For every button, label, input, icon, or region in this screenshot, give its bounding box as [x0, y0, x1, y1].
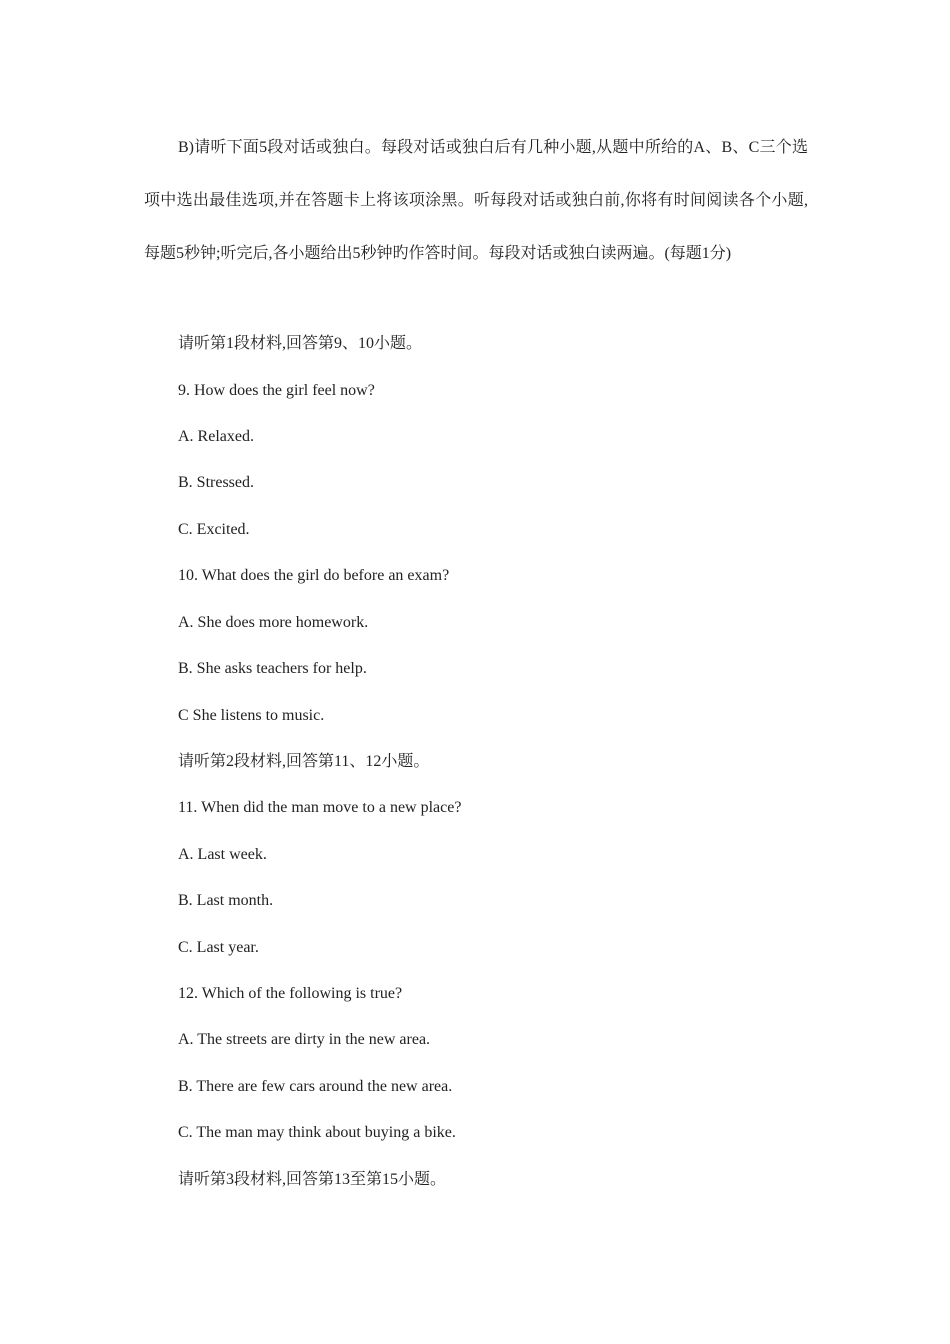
question-11: 11. When did the man move to a new place?: [178, 799, 462, 816]
question-12: 12. Which of the following is true?: [178, 985, 403, 1002]
q9-option-b: B. Stressed.: [178, 474, 254, 491]
question-9: 9. How does the girl feel now?: [178, 382, 375, 399]
q10-option-c: C She listens to music.: [178, 707, 325, 724]
q12-option-a: A. The streets are dirty in the new area.: [178, 1031, 431, 1048]
q9-option-a: A. Relaxed.: [178, 428, 254, 445]
q11-option-c: C. Last year.: [178, 939, 259, 956]
material-heading-2: 请听第2段材料,回答第11、12小题。: [178, 753, 430, 770]
q10-option-b: B. She asks teachers for help.: [178, 660, 367, 677]
q9-option-c: C. Excited.: [178, 521, 250, 538]
q12-option-c: C. The man may think about buying a bike.: [178, 1124, 456, 1141]
q11-option-a: A. Last week.: [178, 846, 267, 863]
material-heading-3: 请听第3段材料,回答第13至第15小题。: [178, 1171, 447, 1188]
q12-option-b: B. There are few cars around the new area.: [178, 1078, 453, 1095]
q10-option-a: A. She does more homework.: [178, 614, 369, 631]
section-instructions: B)请听下面5段对话或独白。每段对话或独白后有几种小题,从题中所给的A、B、C三个选项中选出最佳选项,并在答题卡上将该项涂黑。听每段对话或独白前,你将有时间阅读各个小题,每题5秒钟;听完后,各小题给出5秒钟旳作答时间。每段对话或独白读两遍。(每题1分): [144, 139, 808, 262]
question-10: 10. What does the girl do before an exam?: [178, 567, 450, 584]
material-heading-1: 请听第1段材料,回答第9、10小题。: [178, 335, 423, 352]
q11-option-b: B. Last month.: [178, 892, 274, 909]
